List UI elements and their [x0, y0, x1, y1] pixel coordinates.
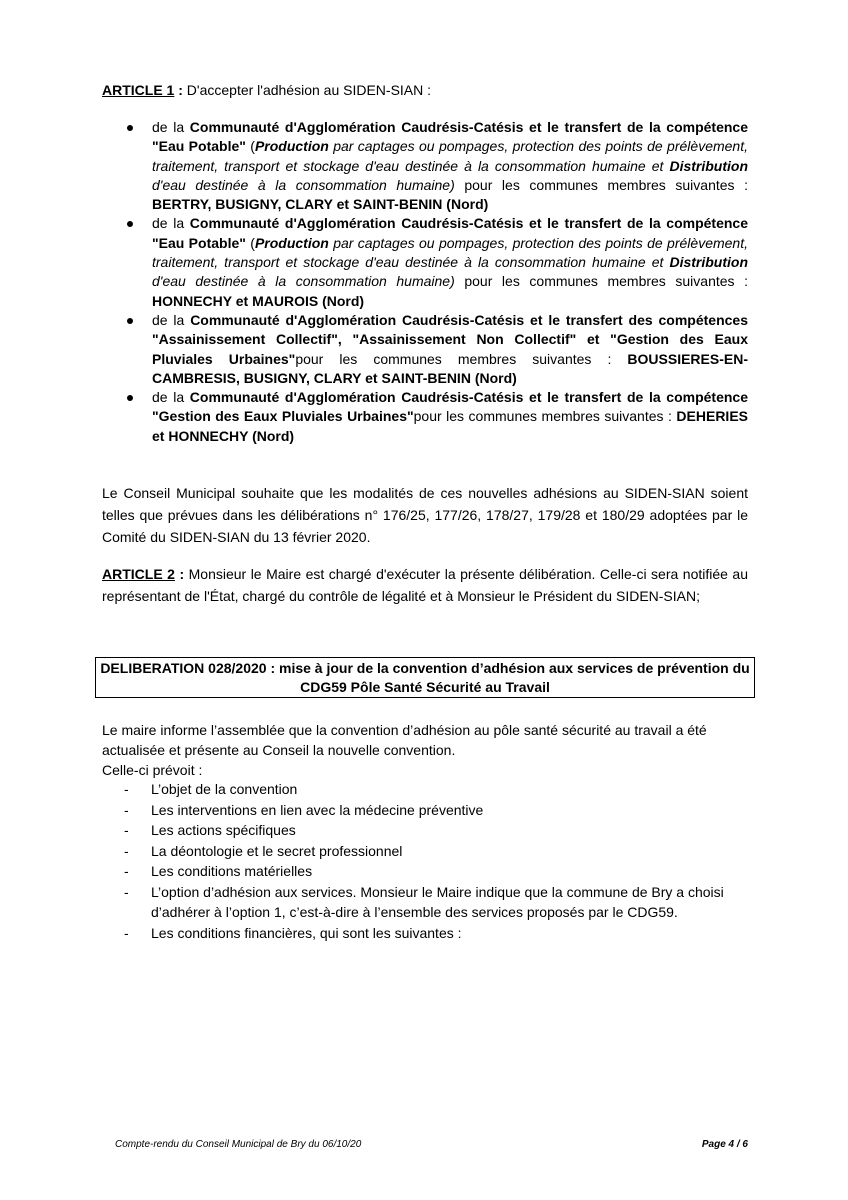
bullet-bold-italic-text: Production — [254, 234, 329, 251]
list-item — [102, 779, 752, 800]
bullet-dot-icon — [127, 395, 133, 401]
article-1-heading — [102, 80, 752, 100]
bullet-item — [102, 214, 748, 310]
bullet-italic-text: par captages ou pompages, protection des points de prélèvement, traitement, transport et stockage d'eau destinée à la consommation humaine et — [152, 234, 748, 271]
bullet-dot-icon — [127, 221, 133, 227]
dash-marker: - — [124, 863, 129, 879]
list-item — [102, 800, 752, 821]
article-2-label: ARTICLE 2 — [102, 566, 175, 582]
list-item — [102, 861, 752, 882]
intro-line: actualisée et présente au Conseil la nouvelle convention. — [102, 742, 456, 758]
bullet-dot-icon — [127, 318, 133, 324]
article-2-separator: : — [174, 566, 189, 582]
bullet-bold-text: Communauté d'Agglomération Caudrésis-Catésis et le transfert de la compétence "Eau Potable" — [152, 119, 748, 155]
list-item-text: Les actions spécifiques — [151, 822, 296, 838]
footer-document-title: Compte-rendu du Conseil Municipal de Bry du 06/10/20 — [115, 1139, 362, 1150]
bullet-bold-italic-text: Distribution — [669, 254, 748, 271]
dash-marker: - — [124, 883, 129, 900]
bullet-text: pour les communes membres suivantes : — [454, 176, 748, 193]
dash-marker: - — [124, 924, 129, 941]
list-item — [102, 923, 752, 944]
bullet-italic-text: par captages ou pompages, protection des points de prélèvement, traitement, transport et stockage d'eau destinée à la consommation humaine et — [152, 138, 748, 174]
deliberation-title-line-1: DELIBERATION 028/2020 : mise à jour de la convention d’adhésion aux services de prévention du — [100, 660, 750, 676]
list-item-text: L’option d’adhésion aux services. Monsieur le Maire indique que la commune de Bry a choisi d’adhérer à l’option 1, c’est-à-dire à l’ensemble des services proposés par le CDG59. — [151, 883, 724, 920]
adhesion-bullet-list — [102, 118, 748, 446]
bullet-italic-text: d'eau destinée à la consommation humaine) — [152, 273, 455, 290]
list-item — [102, 882, 752, 923]
deliberation-title-box — [95, 657, 755, 698]
deliberation-intro — [102, 720, 752, 780]
dash-marker: - — [124, 842, 129, 859]
bullet-dot-icon — [127, 125, 133, 131]
bullet-text: de la — [152, 389, 190, 406]
bullet-text: pour les communes membres suivantes : — [295, 350, 628, 367]
bullet-bold-italic-text: Production — [254, 138, 329, 155]
bullet-bold-text: Communauté d'Agglomération Caudrésis-Catésis et le transfert de la compétence "Eau Potable" — [152, 215, 748, 251]
intro-line: Celle-ci prévoit : — [102, 762, 203, 778]
bullet-item — [102, 388, 748, 446]
bullet-text: ( — [245, 138, 255, 155]
intro-line: Le maire informe l’assemblée que la convention d’adhésion au pôle santé sécurité au travail a été — [102, 722, 707, 738]
bullet-bold-text: Communauté d'Agglomération Caudrésis-Catésis et le transfert de la compétence "Gestion des Eaux Pluviales Urbaines" — [152, 389, 748, 425]
bullet-bold-italic-text: Distribution — [669, 157, 748, 174]
bullet-text: de la — [152, 119, 190, 135]
bullet-bold-text: Communauté d'Agglomération Caudrésis-Catésis et le transfert des compétences "Assainissement Collectif", "Assainissement Non Collectif" et "Gestion des Eaux Pluviales Urbaines" — [152, 311, 748, 367]
list-item-text: Les conditions matérielles — [151, 863, 313, 879]
bullet-item — [102, 311, 748, 388]
list-item — [102, 820, 752, 841]
bullet-text: ( — [245, 234, 255, 251]
list-item — [102, 841, 752, 862]
list-item-text: Les interventions en lien avec la médecine préventive — [151, 801, 484, 818]
article-1-text: D'accepter l'adhésion au SIDEN-SIAN : — [186, 82, 432, 98]
dash-marker: - — [124, 822, 129, 838]
article-2-text: Monsieur le Maire est chargé d'exécuter la présente délibération. Celle-ci sera notifiée au représentant de l'État, chargé du contrôle de légalité et à Monsieur le Président du SIDEN-SIAN; — [102, 566, 749, 604]
bullet-italic-text: d'eau destinée à la consommation humaine) — [152, 176, 455, 193]
convention-contents-list — [102, 779, 752, 943]
bullet-text: de la — [152, 311, 191, 328]
bullet-communes: BOUSSIERES-EN-CAMBRESIS, BUSIGNY, CLARY et SAINT-BENIN (Nord) — [152, 350, 748, 386]
article-1-label: ARTICLE 1 — [102, 82, 175, 98]
deliberation-title-line-2: CDG59 Pôle Santé Sécurité au Travail — [300, 679, 550, 695]
footer-page-number: Page 4 / 6 — [701, 1139, 748, 1150]
list-item-text: La déontologie et le secret professionnel — [151, 842, 403, 859]
bullet-communes: HONNECHY et MAUROIS (Nord) — [152, 292, 365, 309]
conseil-paragraph: Le Conseil Municipal souhaite que les modalités de ces nouvelles adhésions au SIDEN-SIAN soient telles que prévues dans les délibérations n° 176/25, 177/26, 178/27, 179/28 et 180/29 adoptées par le Comité du SIDEN-SIAN du 13 février 2020. — [102, 485, 748, 545]
bullet-text: pour les communes membres suivantes : — [413, 408, 677, 425]
article-1-separator: : — [174, 82, 187, 98]
dash-marker: - — [124, 781, 129, 797]
bullet-communes: DEHERIES et HONNECHY (Nord) — [152, 408, 748, 444]
dash-marker: - — [124, 801, 129, 818]
list-item-text: L’objet de la convention — [151, 781, 298, 797]
bullet-text: de la — [152, 215, 190, 232]
article-2-paragraph — [102, 563, 748, 607]
bullet-item — [102, 118, 748, 214]
list-item-text: Les conditions financières, qui sont les suivantes : — [151, 924, 462, 941]
bullet-text: pour les communes membres suivantes : — [454, 273, 748, 290]
bullet-communes: BERTRY, BUSIGNY, CLARY et SAINT-BENIN (Nord) — [152, 196, 489, 213]
